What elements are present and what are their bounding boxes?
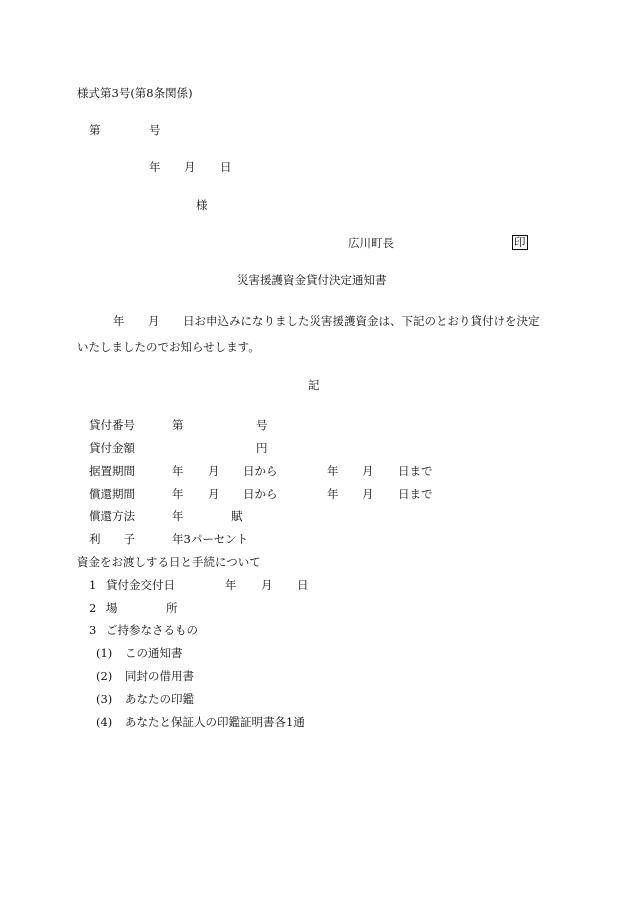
repay-method-fu: 賦 xyxy=(231,509,243,523)
repay-method-label: 償還方法 xyxy=(89,509,135,523)
repay-d1: 日から xyxy=(243,487,278,501)
date-month: 月 xyxy=(184,160,196,174)
doc-number-dai: 第 xyxy=(89,123,101,137)
delivery-item1-month: 月 xyxy=(261,578,273,592)
date-day: 日 xyxy=(220,160,232,174)
delivery-item1-day: 日 xyxy=(297,578,309,592)
interest-label: 利 子 xyxy=(89,532,135,546)
interest-rate: 年3パーセント xyxy=(172,532,249,546)
document-title: 災害援護資金貸付決定通知書 xyxy=(237,273,387,287)
bring-item-text: 同封の借用書 xyxy=(125,669,194,683)
delivery-item2-label-b: 所 xyxy=(166,601,178,615)
seal-mark: 印 xyxy=(514,235,526,249)
bring-item-num: (3) xyxy=(96,692,113,706)
repay-period-label: 償還期間 xyxy=(89,487,135,501)
bring-item-text: あなたの印鑑 xyxy=(125,692,194,706)
delivery-heading: 資金をお渡しする日と手続について xyxy=(77,555,261,569)
repay-m1: 月 xyxy=(208,487,220,501)
ki-heading: 記 xyxy=(308,378,320,392)
grace-m1: 月 xyxy=(208,464,220,478)
repay-y2: 年 xyxy=(327,487,339,501)
delivery-item1-num: 1 xyxy=(89,578,97,592)
repay-method-year: 年 xyxy=(172,509,184,523)
body-line2: いたしましたのでお知らせします。 xyxy=(77,340,260,354)
bring-item-num: (4) xyxy=(96,715,113,729)
addressee-suffix: 様 xyxy=(196,198,208,212)
body-month: 月 xyxy=(148,314,160,328)
delivery-item1-label: 貸付金交付日 xyxy=(106,578,175,592)
form-label: 様式第3号(第8条関係) xyxy=(77,86,193,100)
grace-y2: 年 xyxy=(327,464,339,478)
grace-d1: 日から xyxy=(243,464,278,478)
grace-m2: 月 xyxy=(362,464,374,478)
issuer-name: 広川町長 xyxy=(348,236,394,250)
bring-item-num: (2) xyxy=(96,669,113,683)
loan-amount-label: 貸付金額 xyxy=(89,441,135,455)
loan-number-label: 貸付番号 xyxy=(89,418,135,432)
loan-number-go: 号 xyxy=(256,418,268,432)
doc-number-go: 号 xyxy=(149,123,161,137)
delivery-item3-num: 3 xyxy=(89,623,97,637)
bring-item-text: あなたと保証人の印鑑証明書各1通 xyxy=(125,715,305,729)
repay-y1: 年 xyxy=(172,487,184,501)
repay-d2: 日まで xyxy=(398,487,433,501)
bring-item-num: (1) xyxy=(96,646,113,660)
delivery-item2-num: 2 xyxy=(89,601,97,615)
loan-number-dai: 第 xyxy=(172,418,184,432)
grace-d2: 日まで xyxy=(398,464,433,478)
body-year: 年 xyxy=(113,314,125,328)
delivery-item2-label-a: 場 xyxy=(106,601,118,615)
delivery-item1-year: 年 xyxy=(225,578,237,592)
bring-item-text: この通知書 xyxy=(125,646,183,660)
grace-y1: 年 xyxy=(172,464,184,478)
grace-period-label: 据置期間 xyxy=(89,464,135,478)
loan-amount-unit: 円 xyxy=(256,441,268,455)
body-line1: 日お申込みになりました災害援護資金は、下記のとおり貸付けを決定 xyxy=(183,314,540,328)
date-year: 年 xyxy=(149,160,161,174)
repay-m2: 月 xyxy=(362,487,374,501)
delivery-item3-label: ご持参なさるもの xyxy=(106,623,198,637)
